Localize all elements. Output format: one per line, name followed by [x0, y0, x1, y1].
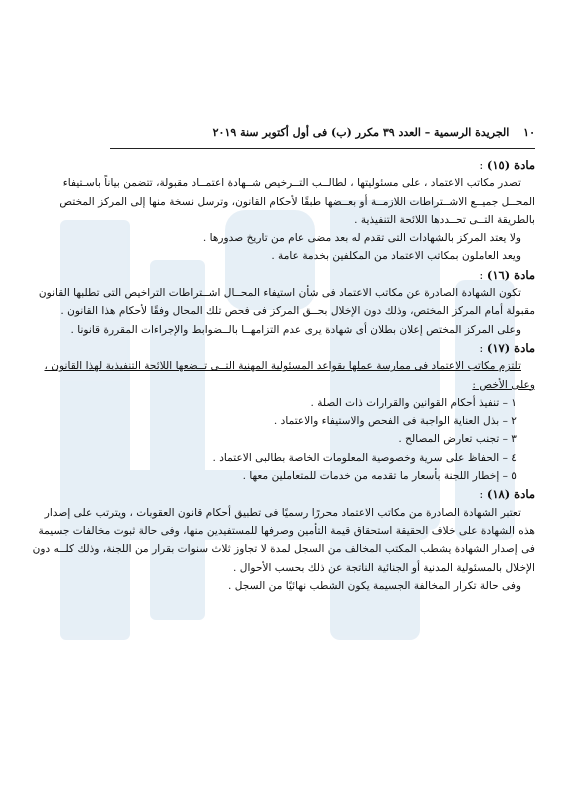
article-heading: مادة (١٦) : — [479, 267, 535, 282]
paragraph: ويعد العاملون بمكاتب الاعتماد من المكلفين بخدمة عامة . — [271, 250, 521, 263]
paragraph: وعلى المركز المختص إعلان بطلان أى شهادة يرى عدم التزامهــا بالــضوابط والإجراءات المقررة قانونا . — [70, 323, 521, 336]
list-item: ٥ – إخطار اللجنة بأسعار ما تقدمه من خدمات للمتعاملين معها . — [242, 470, 517, 483]
paragraph: وفى حالة تكرار المخالفة الجسيمة يكون الشطب نهائيًا من السجل . — [228, 579, 521, 592]
header-divider — [110, 148, 535, 149]
page-header — [110, 126, 535, 146]
page-number: ١٠ — [523, 126, 535, 139]
list-item: ٢ – بذل العناية الواجبة فى الفحص والاستيفاء والاعتماد . — [273, 415, 517, 428]
article-heading: مادة (١٨) : — [479, 487, 535, 502]
paragraph: ولا يعتد المركز بالشهادات التى تقدم له بعد مضى عام من تاريخ صدورها . — [202, 232, 521, 245]
paragraph: تكون الشهادة الصادرة عن مكاتب الاعتماد فى شأن استيفاء المحــال اشــتراطات التراخيص التى تطلبها القانون مقبولة أمام المركز المختص، وذلك دون الإخلال بحــق المركز فى فحص تلك المحال وفقًا لأحكام هذا القانون . — [38, 287, 535, 318]
article-heading: مادة (١٥) : — [479, 158, 535, 172]
list-item: ١ – تنفيذ أحكام القوانين والقرارات ذات الصلة . — [310, 396, 517, 409]
paragraph: تصدر مكاتب الاعتماد ، على مسئوليتها ، لطالــب التــرخيص شــهادة اعتمــاد مقبولة، تتضمن بياناً باسـتيفاء المحــل جميــع الاشــتراطات اللازمــة أو بعــضها طبقًا لأحكام القانون، وترسل نسخة منها إلى المركز المختص بالطريقة التــى تحــددها اللائحة التنفيذية . — [59, 177, 535, 226]
list-item: ٤ – الحفاظ على سرية وخصوصية المعلومات الخاصة بطالبى الاعتماد . — [212, 451, 517, 464]
gazette-title: الجريدة الرسمية – العدد ٣٩ مكرر (ب) فى أول أكتوبر سنة ٢٠١٩ — [212, 126, 510, 139]
obligations-list — [30, 394, 535, 485]
paragraph: تعتبر الشهادة الصادرة من مكاتب الاعتماد محررًا رسميًا فى تطبيق أحكام قانون العقوبات ، ويترتب على إصدار هذه الشهادة على خلاف الحقيقة استحقاق قيمة التأمين وصرفها للمستفيدين منها، وفى حالة ثبوت مخالفات جسيمة فى إصدار الشهادة يشطب المكتب المخالف من السجل لمدة لا تجاوز ثلاث سنوات بقرار من اللجنة، وذلك كلــه دون الإخلال بالمسئولية المدنية أو الجنائية الناتجة عن ذلك بحسب الأحوال . — [32, 506, 535, 574]
paragraph: تلتزم مكاتب الاعتماد فى ممارسة عملها بقواعد المسئولية المهنية التــى تــضعها اللائحة التنفيذية لهذا القانون ، وعلى الأخص : — [44, 360, 535, 391]
article-heading: مادة (١٧) : — [479, 340, 535, 355]
list-item: ٣ – تجنب تعارض المصالح . — [398, 433, 517, 446]
document-body — [30, 156, 535, 595]
